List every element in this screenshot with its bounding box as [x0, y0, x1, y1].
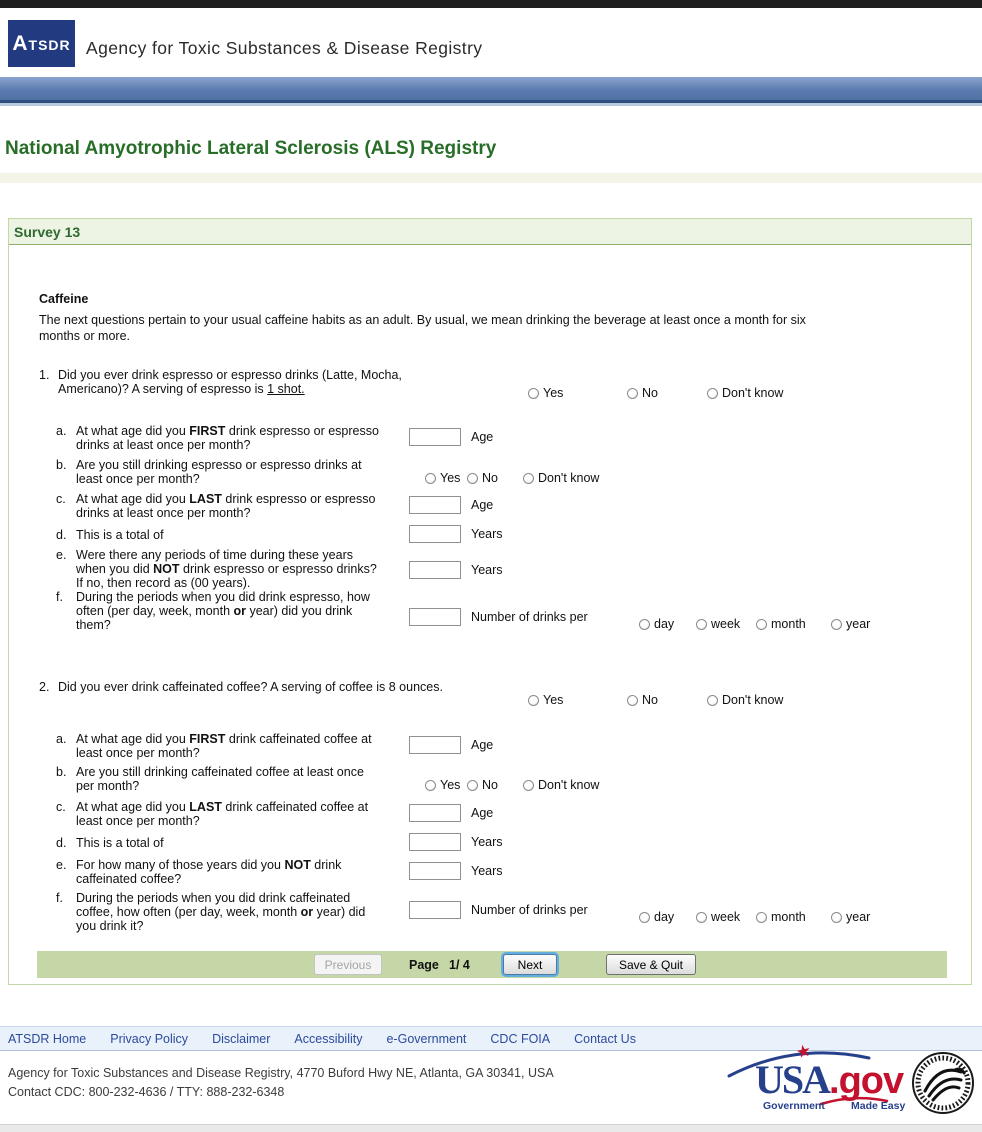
q1a-letter: a.: [56, 424, 67, 438]
q2-option-no[interactable]: [627, 693, 658, 707]
radio-label: Yes: [440, 778, 461, 792]
q1e-text: [76, 548, 381, 590]
q1c-text: [76, 492, 381, 520]
top-black-bar: [0, 0, 982, 8]
text-segment: FIRST: [189, 424, 226, 438]
atsdr-logo-text: ATSDR: [12, 31, 71, 55]
page-number: 1/ 4: [449, 958, 470, 972]
q1f-option-month[interactable]: [756, 617, 806, 631]
q2-option-yes[interactable]: [528, 693, 563, 707]
radio-label: Don't know: [538, 778, 600, 792]
radio-label: Yes: [543, 693, 564, 707]
q2a-letter: a.: [56, 732, 67, 746]
q1a-unit-label: Age: [471, 430, 494, 444]
text-segment: LAST: [189, 800, 222, 814]
q2-number: 2.: [39, 680, 50, 694]
site-header: [0, 8, 982, 77]
q2d-letter: d.: [56, 836, 67, 850]
q2f-letter: f.: [56, 891, 63, 905]
q1b-option-yes[interactable]: [425, 471, 460, 485]
text-segment: LAST: [189, 492, 222, 506]
radio-circle-icon: [528, 388, 539, 399]
q2a-unit-label: Age: [471, 738, 494, 752]
radio-label: week: [711, 617, 741, 631]
footer-link-disclaimer[interactable]: Disclaimer: [212, 1031, 271, 1046]
radio-label: Yes: [543, 386, 564, 400]
text-segment: For how many of those years did you: [76, 858, 285, 872]
q1b-option-no[interactable]: [467, 471, 498, 485]
text-segment: This is a total of: [76, 836, 164, 850]
radio-circle-icon: [696, 912, 707, 923]
radio-circle-icon: [707, 388, 718, 399]
survey-title: Survey 13: [14, 223, 81, 240]
text-segment: FIRST: [189, 732, 226, 746]
text-segment: During the periods when you did drink espresso, how often (per day, week, month: [76, 590, 370, 618]
usagov-tagline-left: Government: [763, 1100, 825, 1112]
section-intro: The next questions pertain to your usual caffeine habits as an adult. By usual, we mean drinking the beverage at least once a month for six months or more.: [39, 313, 806, 343]
q1f-letter: f.: [56, 590, 63, 604]
footer-link-atsdr-home[interactable]: ATSDR Home: [8, 1031, 87, 1046]
q2c-letter: c.: [56, 800, 66, 814]
q2-text: [58, 680, 598, 694]
q1d-input[interactable]: [409, 525, 461, 543]
radio-circle-icon: [756, 619, 767, 630]
q2f-unit-label: Number of drinks per: [471, 903, 588, 917]
q1-text: [58, 368, 458, 396]
q1d-unit-label: Years: [471, 527, 503, 541]
footer-link-accessibility[interactable]: Accessibility: [294, 1031, 363, 1046]
radio-label: year: [846, 617, 871, 631]
q2e-text: [76, 858, 381, 886]
blue-banner: [0, 77, 982, 103]
atsdr-logo[interactable]: [8, 20, 75, 67]
hhs-seal-icon[interactable]: [910, 1050, 976, 1116]
radio-label: Don't know: [722, 693, 784, 707]
divider-band: [0, 173, 982, 183]
blue-banner-edge: [0, 103, 982, 106]
usagov-usa-text: USA: [755, 1057, 830, 1102]
radio-label: week: [711, 910, 741, 924]
q1e-input[interactable]: [409, 561, 461, 579]
q2b-option-don-t-know[interactable]: [523, 778, 599, 792]
q1b-option-don-t-know[interactable]: [523, 471, 599, 485]
survey-nav-bar: [37, 951, 947, 978]
text-segment: drink caffeinated coffee at least once per month?: [76, 732, 372, 760]
q2b-option-yes[interactable]: [425, 778, 460, 792]
q1f-input[interactable]: [409, 608, 461, 626]
radio-label: Don't know: [538, 471, 600, 485]
q2c-text: [76, 800, 381, 828]
q2c-unit-label: Age: [471, 806, 494, 820]
q2d-unit-label: Years: [471, 835, 503, 849]
q1b-text: [76, 458, 381, 486]
usagov-logo[interactable]: [733, 1040, 923, 1116]
text-segment: Are you still drinking espresso or espresso drinks at least once per month?: [76, 458, 362, 486]
q1-option-no[interactable]: [627, 386, 658, 400]
text-segment: drink espresso or espresso drinks at least once per month?: [76, 492, 376, 520]
radio-circle-icon: [425, 780, 436, 791]
radio-label: Don't know: [722, 386, 784, 400]
radio-circle-icon: [627, 388, 638, 399]
next-button[interactable]: Next: [503, 954, 557, 975]
footer-address: Agency for Toxic Substances and Disease Registry, 4770 Buford Hwy NE, Atlanta, GA 30341, USA: [8, 1066, 554, 1080]
q1c-letter: c.: [56, 492, 66, 506]
radio-label: day: [654, 617, 675, 631]
radio-label: month: [771, 910, 806, 924]
q2b-option-no[interactable]: [467, 778, 498, 792]
q2a-text: [76, 732, 381, 760]
radio-circle-icon: [707, 695, 718, 706]
q1f-option-year[interactable]: [831, 617, 870, 631]
footer-contact: Contact CDC: 800-232-4636 / TTY: 888-232-6348: [8, 1085, 285, 1099]
radio-label: year: [846, 910, 871, 924]
page-label: Page: [409, 958, 439, 972]
q1d-text: [76, 528, 381, 542]
text-segment: Did you ever drink caffeinated coffee? A serving of coffee is 8 ounces.: [58, 680, 443, 694]
radio-label: Yes: [440, 471, 461, 485]
radio-label: day: [654, 910, 675, 924]
q2f-option-year[interactable]: [831, 910, 870, 924]
section-heading: Caffeine: [39, 292, 89, 306]
text-segment: At what age did you: [76, 800, 190, 814]
text-segment: During the periods when you did drink caffeinated coffee, how often (per day, week, month: [76, 891, 351, 919]
radio-label: No: [482, 778, 498, 792]
q2f-input[interactable]: [409, 901, 461, 919]
radio-circle-icon: [639, 619, 650, 630]
text-segment: Were there any periods of time during these years when you did: [76, 548, 353, 576]
text-segment: At what age did you: [76, 492, 190, 506]
q1a-input[interactable]: [409, 428, 461, 446]
q2c-input[interactable]: [409, 804, 461, 822]
q2f-option-day[interactable]: [639, 910, 674, 924]
star-icon: ★: [794, 1040, 813, 1063]
text-segment: year) did you drink them?: [76, 604, 353, 632]
radio-circle-icon: [425, 473, 436, 484]
q2d-text: [76, 836, 381, 850]
q2-option-don-t-know[interactable]: [707, 693, 783, 707]
q2a-input[interactable]: [409, 736, 461, 754]
text-segment: At what age did you: [76, 732, 190, 746]
survey-body: [9, 246, 971, 984]
q1-option-yes[interactable]: [528, 386, 563, 400]
text-segment: At what age did you: [76, 424, 190, 438]
text-segment: 1 shot.: [267, 382, 305, 396]
text-segment: This is a total of: [76, 528, 164, 542]
q1f-option-day[interactable]: [639, 617, 674, 631]
footer-link-cdc-foia[interactable]: CDC FOIA: [490, 1031, 551, 1046]
q2e-letter: e.: [56, 858, 67, 872]
text-segment: drink espresso or espresso drinks? If no, then record as (00 years).: [76, 562, 377, 590]
q2f-option-month[interactable]: [756, 910, 806, 924]
radio-circle-icon: [756, 912, 767, 923]
radio-circle-icon: [696, 619, 707, 630]
footer-text: [8, 1064, 554, 1102]
q1-option-don-t-know[interactable]: [707, 386, 783, 400]
page-title: National Amyotrophic Lateral Sclerosis (ALS) Registry: [5, 138, 497, 159]
q1c-input[interactable]: [409, 496, 461, 514]
text-segment: Are you still drinking caffeinated coffee at least once per month?: [76, 765, 364, 793]
q2b-text: [76, 765, 381, 793]
text-segment: NOT: [153, 562, 180, 576]
q2d-input[interactable]: [409, 833, 461, 851]
radio-label: No: [482, 471, 498, 485]
radio-circle-icon: [639, 912, 650, 923]
radio-circle-icon: [831, 912, 842, 923]
radio-label: month: [771, 617, 806, 631]
text-segment: drink espresso or espresso drinks at least once per month?: [76, 424, 379, 452]
radio-circle-icon: [523, 473, 534, 484]
radio-circle-icon: [523, 780, 534, 791]
q1b-letter: b.: [56, 458, 67, 472]
radio-circle-icon: [467, 780, 478, 791]
footer-link-contact-us[interactable]: Contact Us: [574, 1031, 636, 1046]
radio-label: No: [642, 386, 658, 400]
q2f-text: [76, 891, 381, 933]
radio-circle-icon: [627, 695, 638, 706]
q2f-option-week[interactable]: [696, 910, 740, 924]
footer-link-e-government[interactable]: e-Government: [386, 1031, 467, 1046]
previous-button[interactable]: Previous: [314, 954, 382, 975]
radio-circle-icon: [831, 619, 842, 630]
q1-number: 1.: [39, 368, 50, 382]
text-segment: drink caffeinated coffee at least once per month?: [76, 800, 369, 828]
text-segment: year) did you drink it?: [76, 905, 366, 933]
q1a-text: [76, 424, 381, 452]
footer-link-privacy-policy[interactable]: Privacy Policy: [110, 1031, 189, 1046]
text-segment: drink caffeinated coffee?: [76, 858, 342, 886]
save-quit-button[interactable]: Save & Quit: [606, 954, 696, 975]
text-segment: Did you ever drink espresso or espresso drinks (Latte, Mocha, Americano)? A serving of espresso is: [58, 368, 402, 396]
text-segment: or: [233, 604, 246, 618]
text-segment: or: [300, 905, 314, 919]
q1f-unit-label: Number of drinks per: [471, 610, 588, 624]
q2e-input[interactable]: [409, 862, 461, 880]
q1e-letter: e.: [56, 548, 67, 562]
text-segment: NOT: [284, 858, 311, 872]
radio-label: No: [642, 693, 658, 707]
q1f-text: [76, 590, 381, 632]
q1d-letter: d.: [56, 528, 67, 542]
q1f-option-week[interactable]: [696, 617, 740, 631]
agency-name: Agency for Toxic Substances & Disease Registry: [86, 38, 483, 58]
q2e-unit-label: Years: [471, 864, 503, 878]
radio-circle-icon: [467, 473, 478, 484]
survey-panel-header: [9, 219, 971, 245]
q2b-letter: b.: [56, 765, 67, 779]
usagov-gov-text: .gov: [829, 1060, 904, 1102]
survey-panel: [8, 218, 972, 985]
q1c-unit-label: Age: [471, 498, 494, 512]
q1e-unit-label: Years: [471, 563, 503, 577]
usagov-tagline-right: Made Easy: [851, 1100, 906, 1112]
radio-circle-icon: [528, 695, 539, 706]
